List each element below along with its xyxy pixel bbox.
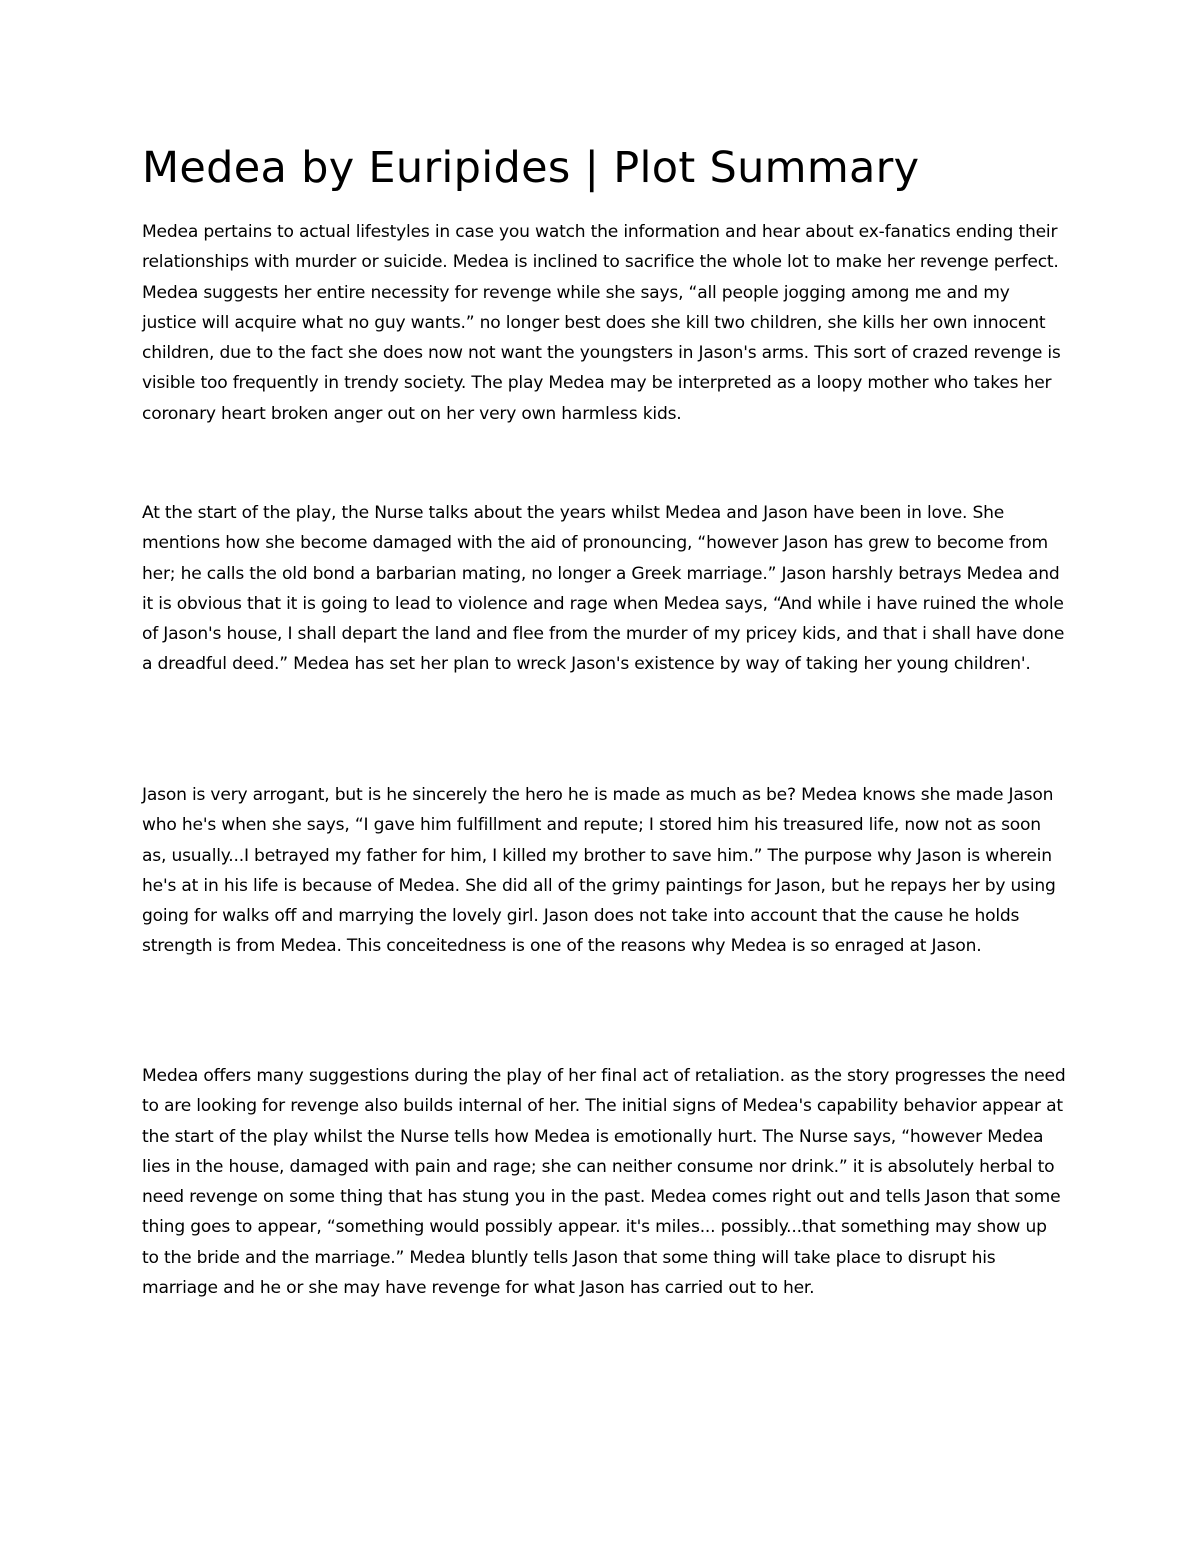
paragraph-2: At the start of the play, the Nurse talks about the years whilst Medea and Jason have been in love. She mentions how she become damaged with the aid of pronouncing, “however Jason has grew to become from her; he calls the old bond a barbarian mating, no longer a Greek marriage.” Jason harshly betrays Medea and it is obvious that it is going to lead to violence and rage when Medea says, “And while i have ruined the whole of Jason's house, I shall depart the land and flee from the murder of my pricey kids, and that i shall have done a dreadful deed.” Medea has set her plan to wreck Jason's existence by way of taking her young children'.	[142, 503, 1065, 675]
paragraph-4: Medea offers many suggestions during the play of her final act of retaliation. as the story progresses the need to are looking for revenge also builds internal of her. The initial signs of Medea's capability behavior appear at the start of the play whilst the Nurse tells how Medea is emotionally hurt. The Nurse says, “however Medea lies in the house, damaged with pain and rage; she can neither consume nor drink.” it is absolutely herbal to need revenge on some thing that has stung you in the past. Medea comes right out and tells Jason that some thing goes to appear, “something would possibly appear. it's miles... possibly...that something may show up to the bride and the marriage.” Medea bluntly tells Jason that some thing will take place to disrupt his marriage and he or she may have revenge for what Jason has carried out to her.	[142, 1066, 1066, 1299]
paragraph-3: Jason is very arrogant, but is he sincerely the hero he is made as much as be? Medea knows she made Jason who he's when she says, “I gave him fulfillment and repute; I stored him his treasured life, now not as soon as, usually...I betrayed my father for him, I killed my brother to save him.” The purpose why Jason is wherein he's at in his life is because of Medea. She did all of the grimy paintings for Jason, but he repays her by using going for walks off and marrying the lovely girl. Jason does not take into account that the cause he holds strength is from Medea. This conceitedness is one of the reasons why Medea is so enraged at Jason.	[142, 785, 1056, 957]
paragraph-1: Medea pertains to actual lifestyles in case you watch the information and hear about ex-fanatics ending their relationships with murder or suicide. Medea is inclined to sacrifice the whole lot to make her revenge perfect. Medea suggests her entire necessity for revenge while she says, “all people jogging among me and my justice will acquire what no guy wants.” no longer best does she kill two children, she kills her own innocent children, due to the fact she does now not want the youngsters in Jason's arms. This sort of crazed revenge is visible too frequently in trendy society. The play Medea may be interpreted as a loopy mother who takes her coronary heart broken anger out on her very own harmless kids.	[142, 222, 1061, 424]
document-title: Medea by Euripides | Plot Summary	[142, 143, 920, 193]
